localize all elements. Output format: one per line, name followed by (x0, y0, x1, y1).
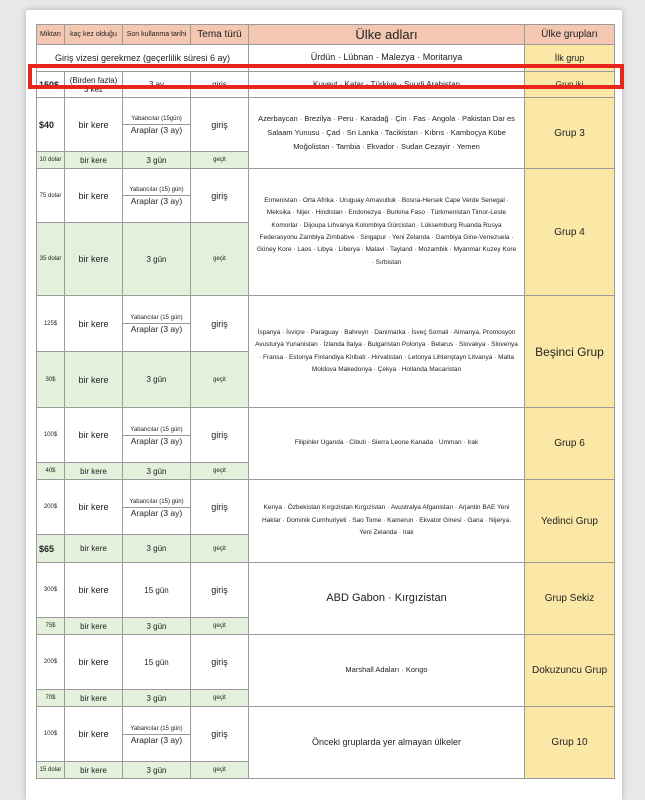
group4-usage (123, 169, 191, 223)
group7-amount: 200$ (37, 480, 65, 535)
group9-row (37, 635, 615, 690)
group9-usage2: 3 gün (123, 690, 191, 707)
col-amount: Miktarı (37, 25, 65, 45)
group9-amount2: 70$ (37, 690, 65, 707)
group7-row (37, 480, 615, 535)
group9-countries: Marshall Adaları · Kongo (249, 635, 525, 707)
group7-usage-foreign: Yabancılar (15) gün) (123, 497, 190, 508)
group5-amount: 125$ (37, 296, 65, 352)
group6-amount: 100$ (37, 408, 65, 463)
group5-usage (123, 296, 191, 352)
group7-usage-arab: Araplar (3 ay) (130, 507, 183, 518)
group10-usage-foreign: Yabancılar (15 gün) (123, 724, 190, 735)
group1-countries: Ürdün · Lübnan · Malezya · Moritanya (249, 45, 525, 72)
group5-countries: İspanya · İsviçre · Paraguay · Bahreyn · Danimarka · İsveç Somali · Almanya, Promosyon Avusturya Yunanistan · İzlanda İtalya · Bulgaristan Polonya · Belarus · Slovakya · Slovenya · Fransa · Estonya Finlandiya Kiribati · Hırvatistan · Letonya Lihtenştayn Litvanya · Malta Moldova Makedonya · Çekya · Hollanda Macaristan (249, 296, 525, 408)
group5-row (37, 296, 615, 352)
group10-label: Grup 10 (525, 707, 615, 779)
group4-times: bir kere (65, 169, 123, 223)
group8-usage: 15 gün (123, 563, 191, 618)
group3-times2: bir kere (65, 152, 123, 169)
group2-type: giriş (191, 72, 249, 98)
group10-countries: Önceki gruplarda yer almayan ülkeler (249, 707, 525, 779)
group6-usage (123, 408, 191, 463)
group2-label: Grup iki (525, 72, 615, 98)
group4-usage2: 3 gün (123, 223, 191, 296)
group6-label: Grup 6 (525, 408, 615, 480)
group4-usage-foreign: Yabancılar (15) gün) (123, 185, 190, 196)
group4-type2: geçit (191, 223, 249, 296)
group8-row (37, 563, 615, 618)
group8-type2: geçit (191, 618, 249, 635)
group10-amount2: 15 dolar (37, 762, 65, 779)
group7-countries: Kenya · Özbekistan Kırgızistan Kırgızistan · Avustralya Afganistan · Arjantin BAE Yeni Haklar · Dominik Cumhuriyeti · Sao Tome · Kamerun · Ekvator Ginesi · Gana · Nijerya. Yeni Zelanda · Irak (249, 480, 525, 563)
group3-row (37, 98, 615, 152)
group5-type: giriş (191, 296, 249, 352)
group7-label: Yedinci Grup (525, 480, 615, 563)
group6-row (37, 408, 615, 463)
group9-type2: geçit (191, 690, 249, 707)
group4-times2: bir kere (65, 223, 123, 296)
group8-amount2: 75$ (37, 618, 65, 635)
group3-amount: $40 (37, 98, 65, 152)
group6-countries: Filipinler Uganda · Cibuti · Sierra Leone Kanada · Umman · Irak (249, 408, 525, 480)
group10-times2: bir kere (65, 762, 123, 779)
group9-times: bir kere (65, 635, 123, 690)
group8-times: bir kere (65, 563, 123, 618)
col-groups: Ülke grupları (525, 25, 615, 45)
group10-times: bir kere (65, 707, 123, 762)
group3-usage-foreign: Yabancılar (15gün) (123, 114, 190, 125)
group8-usage2: 3 gün (123, 618, 191, 635)
group5-times2: bir kere (65, 352, 123, 408)
group4-type: giriş (191, 169, 249, 223)
group5-usage-foreign: Yabancılar (15 gün) (123, 313, 190, 324)
group4-countries: Ermenistan · Orta Afrika · Uruguay Arnavutluk · Bosna-Hersek Cape Verde Senegal · Meksika · Nijer · Hindistan · Endonezya · Burkina Faso · Türkmenistan Timor-Leste Komorlar · Dijoupa Lihvanya Kolombiya Gürcistan · Lüksemburg Ruanda Rusya Federasyonu Zambiya Zimbabve · Singapur · Yeni Zelanda · Gambiya Gine-Venezuela · Güney Kore · Laos · Libya · Liberya · Malavi · Tayland · Mozambik · Myanmar Kuzey Kore · Sırbistan (249, 169, 525, 296)
group4-label: Grup 4 (525, 169, 615, 296)
group10-row (37, 707, 615, 762)
group5-amount2: 30$ (37, 352, 65, 408)
group7-amount2: $65 (37, 535, 65, 563)
group6-amount2: 40$ (37, 463, 65, 480)
group2-countries: Kuveyt · Katar · Türkiye · Suudi Arabistan (249, 72, 525, 98)
group6-times2: bir kere (65, 463, 123, 480)
group8-label: Grup Sekiz (525, 563, 615, 635)
group2-highlight-box (28, 64, 624, 89)
group7-times: bir kere (65, 480, 123, 535)
group10-type: giriş (191, 707, 249, 762)
group3-label: Grup 3 (525, 98, 615, 169)
group10-usage (123, 707, 191, 762)
group10-usage2: 3 gün (123, 762, 191, 779)
group2-times: (Birden fazla) 3 kez (65, 72, 123, 98)
col-usage: Son kullanma tarihi (123, 25, 191, 45)
group3-usage2: 3 gün (123, 152, 191, 169)
group6-usage-arab: Araplar (3 ay) (130, 435, 183, 446)
group7-times2: bir kere (65, 535, 123, 563)
group8-countries: ABD Gabon · Kırgızistan (249, 563, 525, 635)
group3-type2: geçit (191, 152, 249, 169)
group5-usage2: 3 gün (123, 352, 191, 408)
group4-usage-arab: Araplar (3 ay) (130, 196, 183, 206)
group5-usage-arab: Araplar (3 ay) (130, 324, 183, 334)
group3-usage-arab: Araplar (3 ay) (130, 125, 183, 135)
document-page (26, 10, 622, 800)
col-type: Tema türü (191, 25, 249, 45)
group3-usage (123, 98, 191, 152)
group5-type2: geçit (191, 352, 249, 408)
group4-row (37, 169, 615, 223)
group4-amount: 75 dolar (37, 169, 65, 223)
group1-label: İlk grup (525, 45, 615, 72)
group6-times: bir kere (65, 408, 123, 463)
group6-usage2: 3 gün (123, 463, 191, 480)
group3-countries: Azerbaycan · Brezilya · Peru · Karadağ · Çin · Fas · Angola · Pakistan Dar es Salaam Yunusu · Çad · Sri Lanka · Tacikistan · Kıbrıs · Kamboçya Kübe Moğolistan · Tambia · Ekvador · Sudan Cezayir · Yemen (249, 98, 525, 169)
group1-note: Giriş vizesi gerekmez (geçerlilik süresi 6 ay) (37, 45, 249, 72)
group9-label: Dokuzuncu Grup (525, 635, 615, 707)
col-countries: Ülke adları (249, 25, 525, 45)
group9-type: giriş (191, 635, 249, 690)
col-times: kaç kez olduğu (65, 25, 123, 45)
group3-times: bir kere (65, 98, 123, 152)
group3-type: giriş (191, 98, 249, 152)
group8-times2: bir kere (65, 618, 123, 635)
group8-amount: 300$ (37, 563, 65, 618)
header-row (37, 25, 615, 45)
group5-times: bir kere (65, 296, 123, 352)
group6-type: giriş (191, 408, 249, 463)
group10-usage-arab: Araplar (3 ay) (130, 734, 183, 745)
visa-fee-table (36, 24, 615, 779)
group6-usage-foreign: Yabancılar (15 gün) (123, 425, 190, 436)
group9-amount: 200$ (37, 635, 65, 690)
group7-type2: geçit (191, 535, 249, 563)
group10-amount: 100$ (37, 707, 65, 762)
group3-amount2: 10 dolar (37, 152, 65, 169)
group8-type: giriş (191, 563, 249, 618)
group7-usage (123, 480, 191, 535)
group2-amount: 150$ (37, 72, 65, 98)
group7-type: giriş (191, 480, 249, 535)
group2-usage: 3 ay (123, 72, 191, 98)
group4-amount2: 35 dolar (37, 223, 65, 296)
group5-label: Beşinci Grup (525, 296, 615, 408)
group6-type2: geçit (191, 463, 249, 480)
group9-usage: 15 gün (123, 635, 191, 690)
group9-times2: bir kere (65, 690, 123, 707)
group7-usage2: 3 gün (123, 535, 191, 563)
group10-type2: geçit (191, 762, 249, 779)
